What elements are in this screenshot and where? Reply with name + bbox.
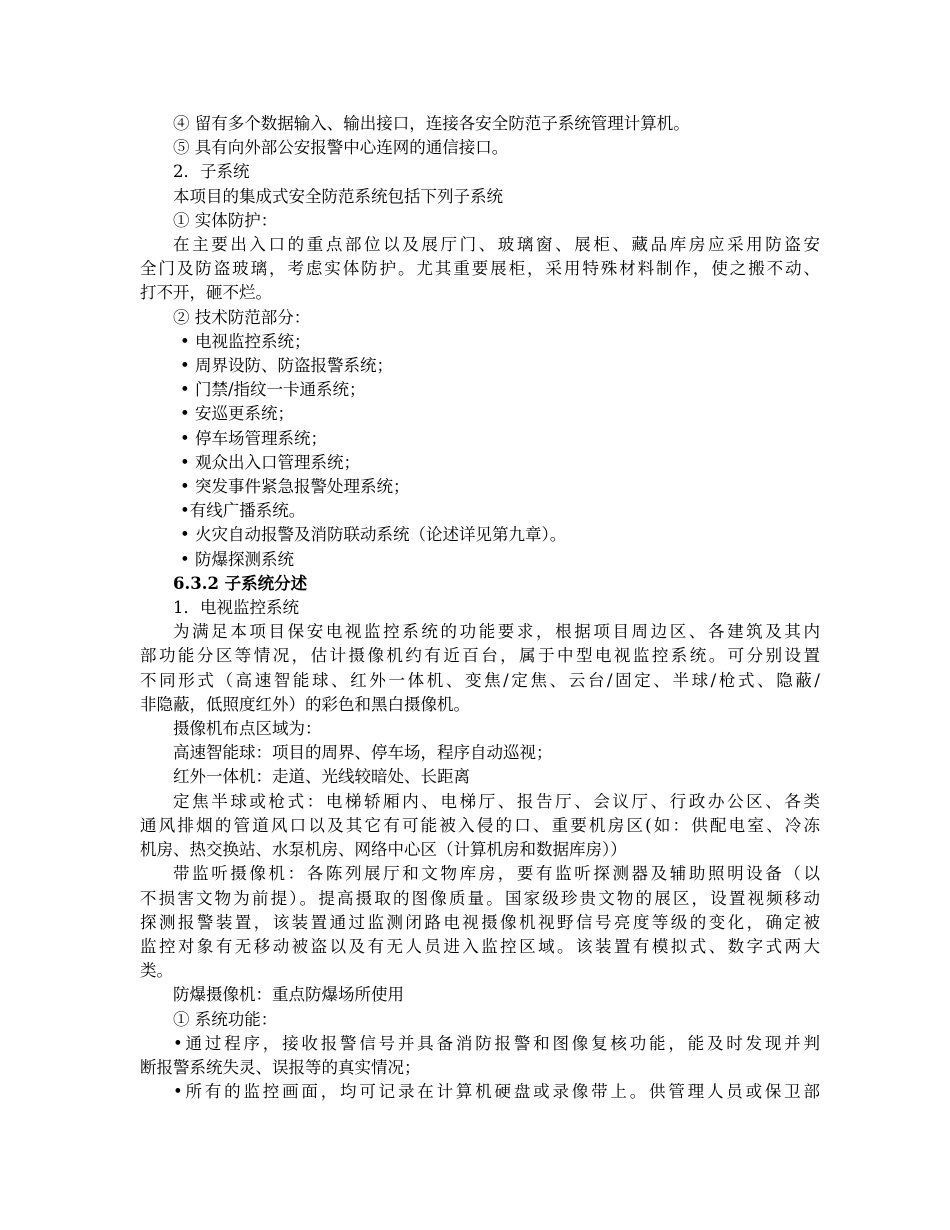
paragraph-line: 探测报警装置，该装置通过监测闭路电视摄像机视野信号亮度等级的变化，确定被 [140,912,820,932]
list-item: • 火灾自动报警及消防联动系统（论述详见第九章）。 [180,525,567,545]
paragraph-line: 不损害文物为前提）。提高摄取的图像质量。国家级珍贵文物的展区，设置视频移动 [140,888,820,908]
list-item: • 周界设防、防盗报警系统； [180,356,393,376]
paragraph-line: •通过程序，接收报警信号并具备消防报警和图像复核功能，能及时发现并判 [173,1033,820,1053]
paragraph-line: 打不开，砸不烂。 [140,283,272,303]
paragraph-line: 类。 [140,961,173,981]
paragraph-line: 断报警系统失灵、误报等的真实情况； [140,1057,421,1077]
list-item: • 电视监控系统； [180,331,311,351]
paragraph-line: 全门及防盗玻璃，考虑实体防护。尤其重要展柜，采用特殊材料制作，使之搬不动、 [140,259,820,279]
text-line: ④ 留有多个数据输入、输出接口，连接各安全防范子系统管理计算机。 [173,114,690,133]
list-item: •有线广播系统。 [180,501,306,521]
text-line: 红外一体机：走道、光线较暗处、长距离 [173,767,470,787]
text-line: 高速智能球：项目的周界、停车场，程序自动巡视； [173,743,553,763]
paragraph-line: •所有的监控画面，均可记录在计算机硬盘或录像带上。供管理人员或保卫部 [173,1082,820,1102]
paragraph-line: 在主要出入口的重点部位以及展厅门、玻璃窗、展柜、藏品库房应采用防盗安 [173,235,820,255]
paragraph-line: 为满足本项目保安电视监控系统的功能要求，根据项目周边区、各建筑及其内 [173,622,820,642]
section-heading: 1．电视监控系统 [173,598,299,618]
list-item: • 防爆探测系统 [180,549,294,569]
list-item: • 安巡更系统； [180,404,294,424]
document-body [140,112,820,1104]
list-item: • 门禁/指纹一卡通系统； [180,380,366,400]
text-line: 摄像机布点区域为： [173,719,322,739]
list-item: • 观众出入口管理系统； [180,452,360,472]
list-item: • 突发事件紧急报警处理系统； [180,477,410,497]
paragraph-line: 不同形式（高速智能球、红外一体机、变焦/定焦、云台/固定、半球/枪式、隐蔽/ [140,670,820,690]
paragraph-line: 部功能分区等情况，估计摄像机约有近百台，属于中型电视监控系统。可分别设置 [140,646,820,666]
paragraph-line: 通风排烟的管道风口以及其它有可能被入侵的口、重要机房区(如：供配电室、冷冻 [140,815,820,835]
text-line: ① 系统功能： [173,1009,278,1029]
paragraph-line: 定焦半球或枪式：电梯轿厢内、电梯厅、报告厅、会议厅、行政办公区、各类 [173,791,820,811]
text-line: ① 实体防护： [173,210,278,230]
text-line: 本项目的集成式安全防范系统包括下列子系统 [173,186,503,206]
paragraph-line: 带监听摄像机：各陈列展厅和文物库房，要有监听探测器及辅助照明设备（以 [173,864,820,884]
text-line: ⑤ 具有向外部公安报警中心连网的通信接口。 [173,138,509,158]
paragraph-line: 监控对象有无移动被盗以及有无人员进入监控区域。该装置有模拟式、数字式两大 [140,936,820,956]
list-item: • 停车场管理系统； [180,428,327,448]
text-line: 防爆摄像机：重点防爆场所使用 [173,985,404,1005]
subsection-heading: 6.3.2 子系统分述 [173,573,308,593]
section-heading: 2．子系统 [173,162,250,182]
paragraph-line: 非隐蔽，低照度红外）的彩色和黑白摄像机。 [140,694,470,714]
paragraph-line: 机房、热交换站、水泵机房、网络中心区（计算机房和数据库房）） [140,840,627,860]
text-line: ② 技术防范部分： [173,307,311,327]
